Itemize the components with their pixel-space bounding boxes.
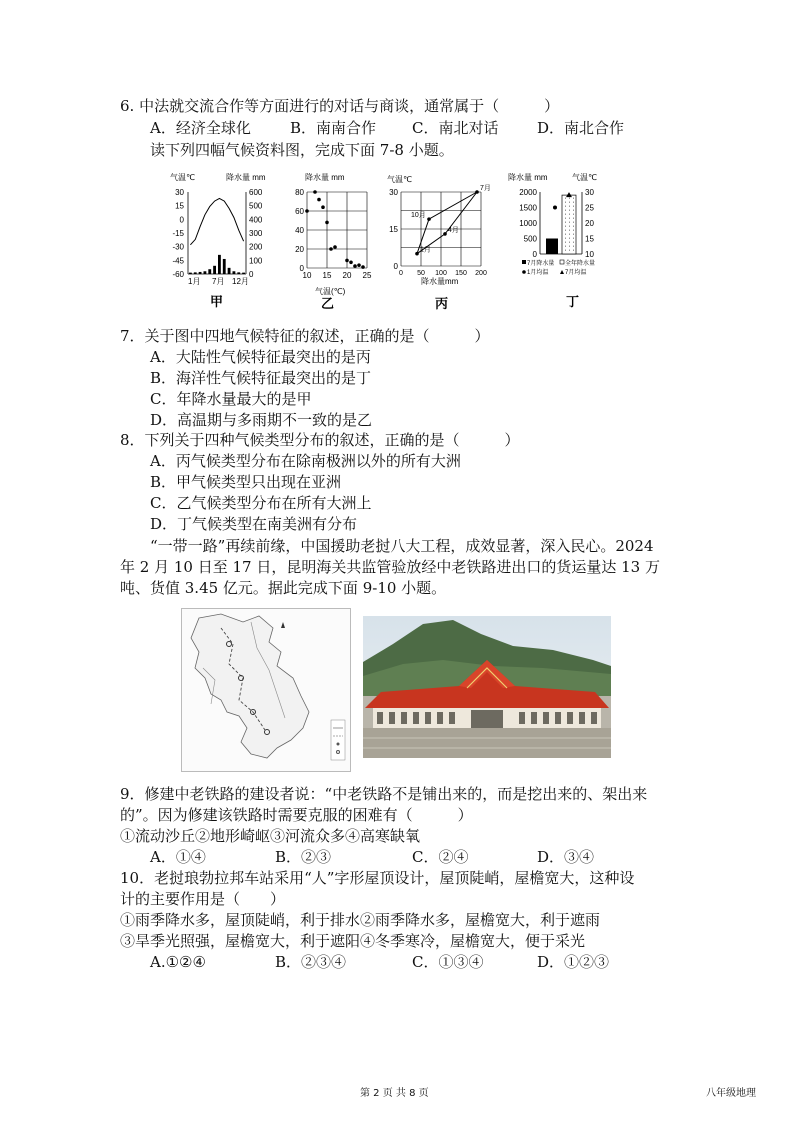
ding-bar-dot — [569, 214, 570, 215]
jia-right-tick: 0 — [249, 270, 254, 279]
jia-precip-bar — [237, 272, 240, 274]
chart-jia — [160, 170, 280, 315]
question-10-stem-line-4: ③旱季光照强，屋檐宽大，利于遮阳④冬季寒冷，屋檐宽大，便于采光 — [120, 932, 586, 950]
ding-bar-dot — [573, 234, 574, 235]
jia-precip-bar — [194, 272, 197, 274]
q8-option-c: C．乙气候类型分布在所有大洲上 — [150, 494, 372, 512]
bing-x-tick: 150 — [455, 270, 467, 277]
yi-point — [325, 221, 329, 225]
ding-left-tick: 0 — [532, 250, 537, 259]
question-10-stem-line-1: 10．老挝琅勃拉邦车站采用“人”字形屋顶设计，屋顶陡峭，屋檐宽大，这种设 — [120, 869, 635, 887]
bing-label: 丙 — [435, 296, 449, 311]
question-6-stem: 6. 中法就交流合作等方面进行的对话与商谈，通常属于（ ） — [120, 97, 560, 115]
yi-x-tick: 10 — [302, 271, 312, 280]
bing-x-title: 降水量mm — [421, 277, 459, 286]
yi-point — [353, 264, 357, 268]
yi-point — [321, 205, 325, 209]
ding-bar-dot — [565, 238, 566, 239]
ding-bar-dot — [573, 230, 574, 231]
jia-x-tick-1: 1月 — [188, 277, 201, 286]
jia-precip-bar — [233, 271, 236, 274]
q6-option-c: C．南北对话 — [412, 119, 499, 137]
ding-label: 丁 — [566, 294, 580, 309]
bing-x-tick: 200 — [475, 270, 487, 277]
ding-right-axis-title: 气温℃ — [572, 173, 597, 182]
yi-y-tick: 40 — [295, 226, 304, 235]
ding-left-tick: 500 — [523, 234, 537, 244]
yi-y-tick: 20 — [295, 245, 304, 254]
yi-x-tick: 15 — [322, 271, 332, 280]
yi-point — [357, 263, 361, 267]
chart-bing — [385, 170, 490, 315]
ding-bar-dot — [573, 218, 574, 219]
ding-right-tick: 20 — [585, 219, 594, 228]
q6-option-d: D．南北合作 — [537, 119, 625, 137]
ding-bar-dot — [565, 218, 566, 219]
yi-point — [333, 245, 337, 249]
jia-left-axis-title: 气温℃ — [170, 173, 195, 182]
ding-left-axis-title: 降水量 mm — [508, 173, 548, 182]
jia-x-tick-7: 7月 — [212, 277, 225, 286]
jia-right-tick: 200 — [249, 242, 263, 252]
q10-option-c: C．①③④ — [412, 953, 484, 971]
bing-point — [443, 232, 447, 236]
yi-point — [317, 198, 321, 202]
bing-y-tick: 15 — [389, 225, 398, 234]
ding-bar-dot — [565, 222, 566, 223]
yi-x-tick: 25 — [362, 271, 372, 280]
jia-right-tick: 600 — [249, 188, 263, 197]
question-8-stem: 8．下列关于四种气候类型分布的叙述，正确的是（ ） — [120, 431, 520, 449]
bing-y-tick: 0 — [393, 262, 398, 271]
yi-point — [345, 259, 349, 263]
q7-option-a: A．大陆性气候特征最突出的是丙 — [150, 348, 371, 366]
jia-precip-bar — [213, 266, 216, 274]
jia-precip-bar — [189, 273, 192, 274]
question-10-stem-line-2: 计的主要作用是（ ） — [120, 890, 286, 908]
intro-7-8: 读下列四幅气候资料图，完成下面 7-8 小题。 — [150, 141, 454, 159]
ding-bar-dot — [565, 234, 566, 235]
yi-point — [361, 265, 365, 269]
jia-right-axis-title: 降水量 mm — [226, 173, 266, 182]
jia-left-tick: -15 — [172, 229, 184, 238]
yi-label: 乙 — [321, 296, 335, 311]
ding-legend-july-rain: 7月降水量 — [527, 261, 555, 267]
jia-precip-bar — [204, 271, 207, 274]
subject-label: 八年级地理 — [706, 1088, 756, 1099]
q10-option-a: A.①②④ — [150, 953, 206, 971]
bing-y-tick: 30 — [389, 188, 398, 197]
bing-point — [415, 252, 419, 256]
bing-point — [475, 190, 479, 194]
jia-precip-bar — [208, 269, 211, 274]
jia-right-tick: 500 — [249, 201, 263, 211]
passage-line-3: 吨、货值 3.45 亿元。据此完成下面 9-10 小题。 — [120, 579, 447, 597]
bing-point-label: 10月 — [411, 212, 426, 220]
jia-precip-bar — [228, 268, 231, 274]
q9-option-c: C．②④ — [412, 848, 469, 866]
yi-x-tick: 20 — [342, 271, 352, 280]
jia-temp-line — [190, 198, 243, 244]
q9-option-d: D．③④ — [537, 848, 595, 866]
ding-bar-dot — [573, 242, 574, 243]
jia-right-tick: 400 — [249, 215, 263, 225]
ding-bar-dot — [565, 198, 566, 199]
ding-bar-dot — [565, 242, 566, 243]
jia-left-tick: -60 — [172, 270, 184, 279]
ding-bar-dot — [569, 226, 570, 227]
ding-jul-temp-marker — [566, 192, 572, 197]
ding-bar-dot — [569, 206, 570, 207]
ding-bar-dot — [565, 206, 566, 207]
yi-x-title: 气温(℃) — [315, 287, 346, 296]
ding-bar-dot — [569, 242, 570, 243]
ding-bar-dot — [569, 198, 570, 199]
yi-point — [349, 261, 353, 265]
page-number: 第 2 页 共 8 页 — [360, 1088, 429, 1099]
yi-y-tick: 0 — [299, 264, 304, 273]
ding-july-precip-bar — [546, 239, 558, 255]
q10-option-b: B．②③④ — [275, 953, 347, 971]
ding-annual-precip-bar — [562, 195, 576, 254]
q9-option-b: B．②③ — [275, 848, 332, 866]
question-9-stem-line-1: 9．修建中老铁路的建设者说：“中老铁路不是铺出来的，而是挖出来的、架出来 — [120, 785, 648, 803]
ding-bar-dot — [573, 202, 574, 203]
ding-right-tick: 15 — [585, 234, 594, 244]
yi-y-title: 降水量 mm — [305, 173, 345, 182]
ding-bar-dot — [569, 246, 570, 247]
ding-legend-jul-temp: 7月均温 — [565, 270, 587, 276]
question-9-stem-line-2: 的”。因为修建该铁路时需要克服的困难有（ ） — [120, 806, 473, 824]
ding-bar-dot — [573, 222, 574, 223]
ding-right-tick: 30 — [585, 188, 594, 197]
ding-bar-dot — [569, 210, 570, 211]
bing-x-tick: 0 — [399, 270, 403, 277]
bing-point-label: 1月 — [420, 246, 431, 254]
ding-left-tick: 1500 — [519, 203, 537, 213]
jia-left-tick: 30 — [175, 188, 184, 197]
q6-option-a: A．经济全球化 — [150, 119, 251, 137]
yi-point — [313, 190, 317, 194]
ding-bar-dot — [565, 246, 566, 247]
ding-bar-dot — [573, 214, 574, 215]
question-9-stem-line-3: ①流动沙丘②地形崎岖③河流众多④高寒缺氧 — [120, 827, 421, 845]
bing-point — [427, 217, 431, 221]
jia-right-tick: 100 — [249, 256, 263, 266]
q7-option-d: D．高温期与多雨期不一致的是乙 — [150, 411, 373, 429]
q8-option-a: A．丙气候类型分布在除南极洲以外的所有大洲 — [150, 452, 461, 470]
bing-y-title: 气温℃ — [387, 175, 412, 184]
jia-x-tick-12: 12月 — [232, 277, 249, 286]
bing-point-label: 4月 — [448, 226, 459, 234]
ding-bar-dot — [573, 246, 574, 247]
ding-bar-dot — [569, 230, 570, 231]
yi-point — [305, 209, 309, 213]
q9-option-a: A．①④ — [150, 848, 206, 866]
jia-precip-bar — [218, 255, 221, 274]
jia-precip-bar — [199, 272, 202, 274]
ding-jan-temp-marker — [553, 206, 557, 210]
chart-ding — [500, 170, 615, 315]
laos-railway-map — [181, 608, 351, 772]
bing-point-label: 7月 — [480, 185, 490, 192]
q8-option-d: D．丁气候类型在南美洲有分布 — [150, 515, 358, 533]
bing-x-tick: 100 — [435, 270, 447, 277]
ding-left-tick: 2000 — [519, 188, 537, 197]
bing-cycle-line — [417, 192, 477, 254]
ding-bar-dot — [569, 218, 570, 219]
ding-bar-dot — [565, 226, 566, 227]
ding-bar-dot — [573, 206, 574, 207]
ding-legend-annual-rain: 全年降水量 — [565, 261, 596, 267]
q6-option-b: B．南南合作 — [290, 119, 377, 137]
ding-bar-dot — [569, 234, 570, 235]
ding-bar-dot — [573, 250, 574, 251]
ding-bar-dot — [569, 238, 570, 239]
ding-bar-dot — [569, 202, 570, 203]
jia-left-tick: 0 — [179, 215, 184, 225]
ding-bar-dot — [565, 230, 566, 231]
question-7-stem: 7．关于图中四地气候特征的叙述，正确的是（ ） — [120, 327, 490, 345]
q8-option-b: B．甲气候类型只出现在亚洲 — [150, 473, 342, 491]
jia-left-tick: -45 — [172, 256, 184, 266]
jia-right-tick: 300 — [249, 229, 263, 238]
ding-bar-dot — [573, 226, 574, 227]
jia-left-tick: -30 — [172, 242, 184, 252]
q7-option-b: B．海洋性气候特征最突出的是丁 — [150, 369, 372, 387]
yi-y-tick: 80 — [295, 188, 304, 197]
bing-x-tick: 50 — [417, 270, 425, 277]
yi-point — [329, 247, 333, 251]
ding-legend-jan-temp: 1月均温 — [527, 270, 549, 276]
ding-left-tick: 1000 — [519, 219, 537, 228]
chart-yi — [285, 170, 375, 315]
ding-bar-dot — [573, 210, 574, 211]
ding-bar-dot — [565, 210, 566, 211]
luang-prabang-station-photo — [363, 616, 611, 758]
ding-bar-dot — [573, 238, 574, 239]
passage-line-1: “一带一路”再续前缘，中国援助老挝八大工程，成效显著，深入民心。2024 — [120, 537, 654, 555]
ding-right-tick: 10 — [585, 250, 594, 259]
jia-precip-bar — [242, 273, 245, 274]
jia-left-tick: 15 — [175, 201, 184, 211]
q10-option-d: D．①②③ — [537, 953, 610, 971]
ding-bar-dot — [569, 222, 570, 223]
yi-y-tick: 60 — [295, 207, 304, 216]
ding-right-tick: 25 — [585, 203, 594, 213]
jia-precip-bar — [223, 259, 226, 274]
ding-bar-dot — [565, 250, 566, 251]
ding-bar-dot — [565, 202, 566, 203]
jia-label: 甲 — [210, 294, 224, 309]
ding-bar-dot — [565, 214, 566, 215]
question-10-stem-line-3: ①雨季降水多，屋顶陡峭，利于排水②雨季降水多，屋檐宽大，利于遮雨 — [120, 911, 601, 929]
ding-bar-dot — [569, 250, 570, 251]
passage-line-2: 年 2 月 10 日至 17 日，昆明海关共监管验放经中老铁路进出口的货运量达 13 万 — [120, 558, 660, 576]
ding-bar-dot — [573, 198, 574, 199]
q7-option-c: C．年降水量最大的是甲 — [150, 390, 312, 408]
